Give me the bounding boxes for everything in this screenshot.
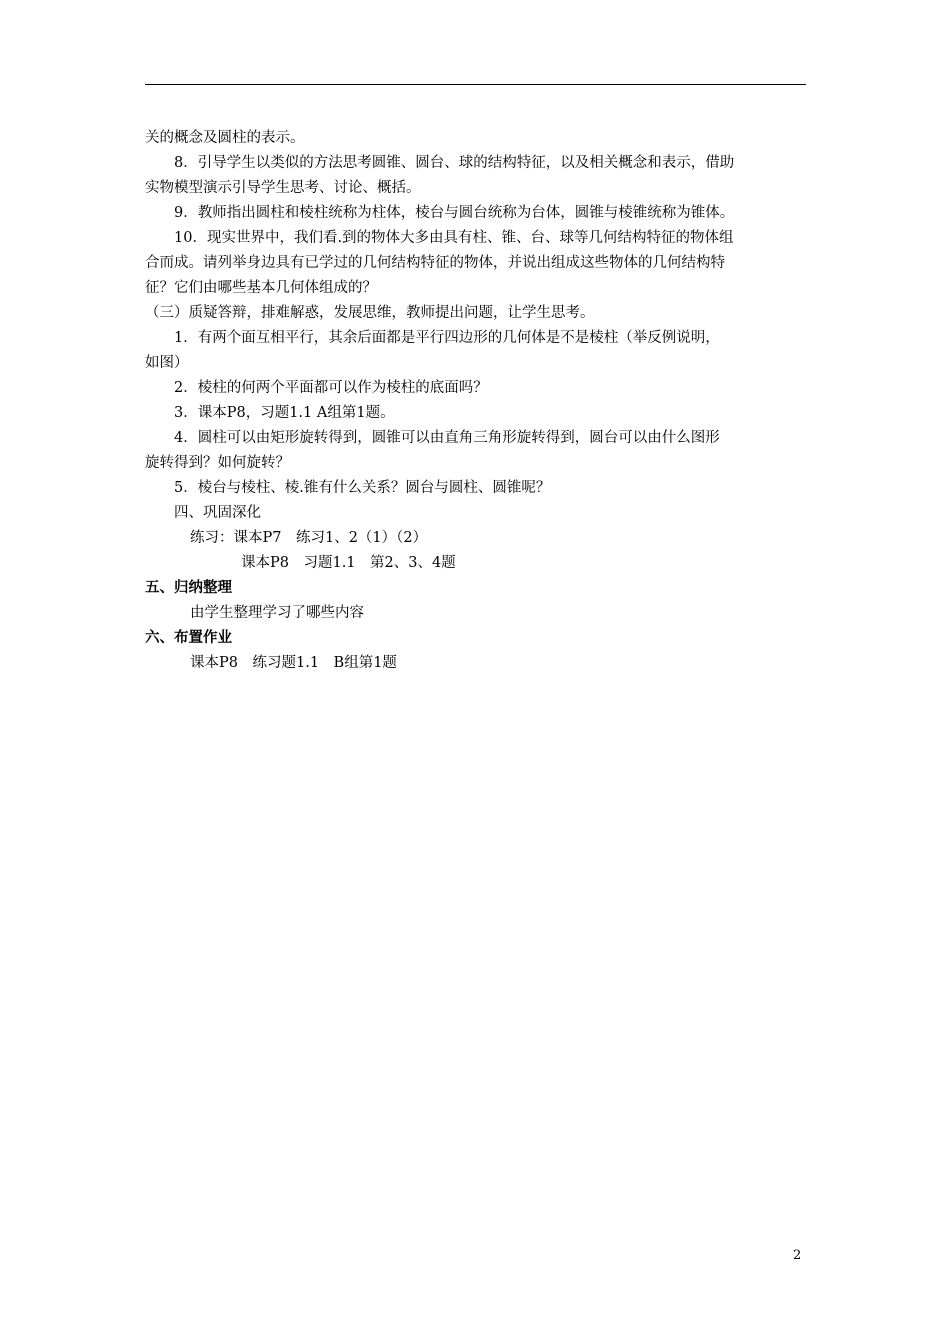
page-number: 2	[793, 1248, 802, 1263]
text-line: 3．课本P8，习题1.1 A组第1题。	[174, 405, 395, 421]
text-line: 1．有两个面互相平行，其余后面都是平行四边形的几何体是不是棱柱（举反例说明，	[174, 330, 720, 346]
text-line: 练习：课本P7 练习1、2（1）（2）	[190, 530, 428, 546]
text-line: 旋转得到？如何旋转？	[145, 455, 290, 471]
text-line: （三）质疑答辩，排难解惑，发展思维，教师提出问题，让学生思考。	[145, 305, 595, 321]
text-line: 征？它们由哪些基本几何体组成的？	[145, 280, 377, 296]
document-body	[145, 126, 825, 676]
text-line: 合而成。请列举身边具有已学过的几何结构特征的物体，并说出组成这些物体的几何结构特	[145, 255, 725, 271]
text-line: 实物模型演示引导学生思考、讨论、概括。	[145, 180, 421, 196]
text-line: 课本P8 练习题1.1 B组第1题	[190, 655, 397, 671]
text-line: 如图）	[145, 355, 189, 371]
section-heading: 六、布置作业	[145, 630, 232, 646]
text-line: 2．棱柱的何两个平面都可以作为棱柱的底面吗？	[174, 380, 488, 396]
text-line: 5．棱台与棱柱、棱.锥有什么关系？圆台与圆柱、圆锥呢？	[174, 480, 551, 496]
text-line: 9．教师指出圆柱和棱柱统称为柱体，棱台与圆台统称为台体，圆锥与棱锥统称为锥体。	[174, 205, 735, 221]
section-heading: 四、巩固深化	[174, 505, 261, 521]
text-line: 10．现实世界中，我们看.到的物体大多由具有柱、锥、台、球等几何结构特征的物体组	[174, 230, 734, 246]
section-heading: 五、归纳整理	[145, 580, 232, 596]
text-line: 由学生整理学习了哪些内容	[190, 605, 364, 621]
text-line: 4．圆柱可以由矩形旋转得到，圆锥可以由直角三角形旋转得到，圆台可以由什么图形	[174, 430, 720, 446]
header-rule	[145, 84, 806, 85]
text-line: 关的概念及圆柱的表示。	[145, 130, 305, 146]
text-line: 8．引导学生以类似的方法思考圆锥、圆台、球的结构特征，以及相关概念和表示，借助	[174, 155, 735, 171]
text-line: 课本P8 习题1.1 第2、3、4题	[241, 555, 456, 571]
